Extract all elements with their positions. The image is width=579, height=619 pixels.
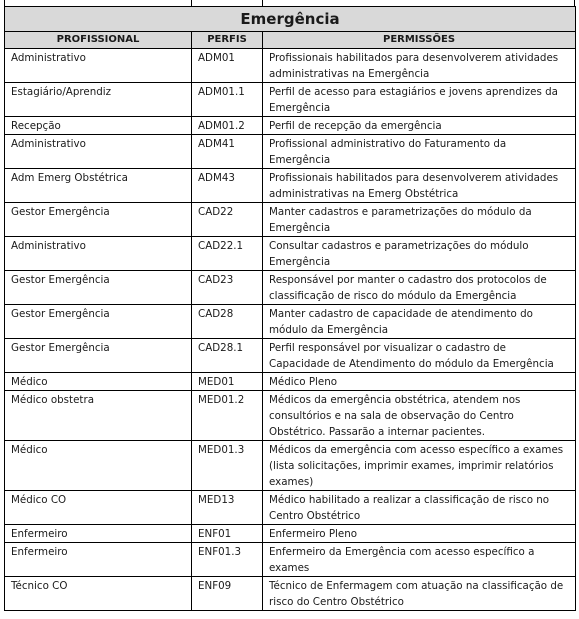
perfil-cell: ENF09 [192, 577, 263, 611]
perfil-cell: ENF01 [192, 525, 263, 543]
table-row [5, 237, 576, 271]
profissional-cell: Enfermeiro [5, 525, 192, 543]
profissional-cell: Estagiário/Aprendiz [5, 83, 192, 117]
table-row [5, 83, 576, 117]
table-row [5, 203, 576, 237]
profissional-cell: Gestor Emergência [5, 305, 192, 339]
perfil-cell: ADM01 [192, 49, 263, 83]
perfil-cell: CAD28.1 [192, 339, 263, 373]
profissional-cell: Enfermeiro [5, 543, 192, 577]
table-row [5, 577, 576, 611]
title-row [5, 7, 576, 32]
permissao-cell: Perfil de recepção da emergência [263, 117, 576, 135]
permissao-cell: Profissionais habilitados para desenvolverem atividades administrativas na Emerg Obstétrica [263, 169, 576, 203]
profissional-cell: Administrativo [5, 237, 192, 271]
perfil-cell: ADM01.1 [192, 83, 263, 117]
header-row [5, 32, 576, 49]
column-divider [191, 0, 192, 6]
profissional-cell: Técnico CO [5, 577, 192, 611]
permissao-cell: Manter cadastros e parametrizações do módulo da Emergência [263, 203, 576, 237]
header-profissional: PROFISSIONAL [5, 32, 192, 49]
permissao-cell: Enfermeiro da Emergência com acesso específico a exames [263, 543, 576, 577]
table-row [5, 373, 576, 391]
table-row [5, 491, 576, 525]
header-perfis: PERFIS [192, 32, 263, 49]
table-row [5, 525, 576, 543]
column-divider [262, 0, 263, 6]
permissao-cell: Médicos da emergência com acesso específico a exames (lista solicitações, imprimir exames, imprimir relatórios exames) [263, 441, 576, 491]
permissao-cell: Médico Pleno [263, 373, 576, 391]
table-row [5, 117, 576, 135]
perfil-cell: MED13 [192, 491, 263, 525]
perfil-cell: CAD28 [192, 305, 263, 339]
profissional-cell: Adm Emerg Obstétrica [5, 169, 192, 203]
profissional-cell: Gestor Emergência [5, 203, 192, 237]
profissional-cell: Médico [5, 373, 192, 391]
table-row [5, 339, 576, 373]
permissao-cell: Médico habilitado a realizar a classificação de risco no Centro Obstétrico [263, 491, 576, 525]
table-row [5, 543, 576, 577]
profissional-cell: Gestor Emergência [5, 271, 192, 305]
perfil-cell: CAD22.1 [192, 237, 263, 271]
permissions-table [4, 6, 576, 611]
permissao-cell: Perfil responsável por visualizar o cadastro de Capacidade de Atendimento do módulo da Emergência [263, 339, 576, 373]
header-permissoes: PERMISSÕES [263, 32, 576, 49]
profissional-cell: Médico obstetra [5, 391, 192, 441]
perfil-cell: ADM01.2 [192, 117, 263, 135]
table-row [5, 169, 576, 203]
profissional-cell: Recepção [5, 117, 192, 135]
permissions-sheet [4, 0, 575, 611]
perfil-cell: MED01 [192, 373, 263, 391]
permissao-cell: Responsável por manter o cadastro dos protocolos de classificação de risco do módulo da Emergência [263, 271, 576, 305]
table-title: Emergência [5, 7, 576, 32]
table-row [5, 391, 576, 441]
permissao-cell: Profissional administrativo do Faturamento da Emergência [263, 135, 576, 169]
profissional-cell: Administrativo [5, 135, 192, 169]
permissao-cell: Consultar cadastros e parametrizações do módulo Emergência [263, 237, 576, 271]
profissional-cell: Médico [5, 441, 192, 491]
profissional-cell: Médico CO [5, 491, 192, 525]
perfil-cell: CAD22 [192, 203, 263, 237]
perfil-cell: MED01.2 [192, 391, 263, 441]
permissao-cell: Técnico de Enfermagem com atuação na classificação de risco do Centro Obstétrico [263, 577, 576, 611]
perfil-cell: ENF01.3 [192, 543, 263, 577]
perfil-cell: ADM41 [192, 135, 263, 169]
table-row [5, 49, 576, 83]
table-row [5, 305, 576, 339]
permissao-cell: Manter cadastro de capacidade de atendimento do módulo da Emergência [263, 305, 576, 339]
table-row [5, 441, 576, 491]
previous-table-edge [4, 0, 575, 6]
permissao-cell: Profissionais habilitados para desenvolverem atividades administrativas na Emergência [263, 49, 576, 83]
profissional-cell: Gestor Emergência [5, 339, 192, 373]
permissao-cell: Médicos da emergência obstétrica, atendem nos consultórios e na sala de observação do Centro Obstétrico. Passarão a internar pacientes. [263, 391, 576, 441]
perfil-cell: MED01.3 [192, 441, 263, 491]
perfil-cell: CAD23 [192, 271, 263, 305]
table-row [5, 135, 576, 169]
table-row [5, 271, 576, 305]
permissao-cell: Enfermeiro Pleno [263, 525, 576, 543]
profissional-cell: Administrativo [5, 49, 192, 83]
perfil-cell: ADM43 [192, 169, 263, 203]
permissao-cell: Perfil de acesso para estagiários e jovens aprendizes da Emergência [263, 83, 576, 117]
